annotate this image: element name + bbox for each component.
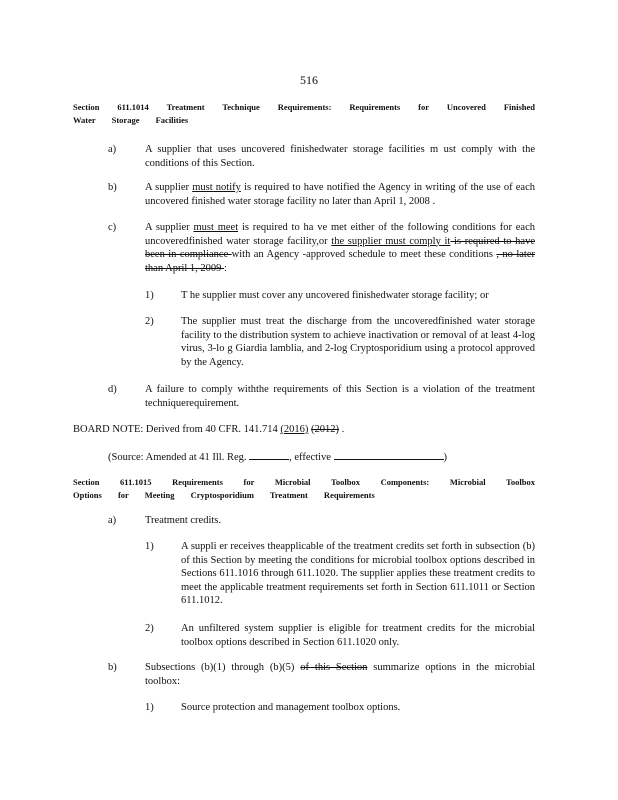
item-c-t2: is required to ha ve met either of the following conditions for each uncoveredfinished water storage facility,or (145, 222, 535, 247)
section-heading-text-2: Section 611.1015 Requirements for Microbial Toolbox Components: Microbial Toolbox Options for Meeting Cryptosporidium Treatment Requirements (73, 477, 535, 500)
source-note (108, 449, 535, 465)
source-note-t3: ) (443, 452, 448, 463)
item-c-t3: with an Agency -approved schedule to meet these conditions (231, 249, 497, 260)
item-label-c1: 1) (145, 290, 154, 301)
item-a-text: A supplier that uses uncovered finishedwater storage facilities m ust comply with the conditions of this Section. (145, 144, 535, 169)
section-heading-611-1014 (73, 101, 535, 127)
item-2a1-text: A suppli er receives theapplicable of the treatment credits set forth in subsection (b) of this Section by meeting the conditions for microbial toolbox options described in Sections 611.1016 through 611.1020. The supplier applies these treatment credits to meet the applicable treatment requirements set forth in Section 611.1011 or Section 611.1012. (181, 541, 535, 606)
source-note-t1: (Source: Amended at 41 Ill. Reg. (108, 452, 250, 463)
item-c-deleted-1: is required to have been in compliance (145, 235, 535, 260)
item-b-text (145, 181, 535, 208)
board-note (73, 423, 535, 437)
item-label-2a2: 2) (145, 623, 154, 634)
board-note-t3: . (339, 424, 345, 435)
item-2a2-text: An unfiltered system supplier is eligible for treatment credits for the microbial toolbox options described in Section 611.1020 only. (181, 623, 535, 648)
item-2b-text (145, 661, 535, 688)
board-note-inserted: (2016) (280, 424, 309, 435)
item-label-a: a) (108, 144, 117, 155)
item-2b1-text: Source protection and management toolbox options. (181, 702, 401, 713)
item-b-t2: is required to have notified the Agency in writing of the use of each uncovered finished water storage facility no later than April 1, 2008 . (145, 182, 535, 207)
item-2b-t2: summarize options in the microbial toolbox: (145, 662, 535, 687)
item-label-2b: b) (108, 662, 117, 673)
item-d-text: A failure to comply withthe requirements of this Section is a violation of the treatment techniquerequirement. (145, 384, 535, 409)
item-label-2a: a) (108, 515, 117, 526)
source-blank-date (334, 449, 444, 460)
item-label-2a1: 1) (145, 541, 154, 552)
item-c-inserted-2: the supplier must comply it (331, 235, 451, 247)
item-label-b: b) (108, 182, 117, 193)
item-c1-text: T he supplier must cover any uncovered finishedwater storage facility; or (181, 290, 489, 301)
item-c-inserted-1: must meet (193, 222, 239, 233)
item-label-c2: 2) (145, 316, 154, 327)
page-number: 516 (300, 73, 318, 87)
item-c-text (145, 221, 535, 275)
source-note-t2: , effective (289, 452, 334, 463)
source-blank-reg (249, 449, 289, 460)
item-c2-text: The supplier must treat the discharge from the uncoveredfinished water storage facility to the distribution system to achieve inactivation or removal of at least 4-log virus, 3-lo g Giardia lamblia, and 2-log Cryptosporidium using a protocol approved by the Agency. (181, 316, 535, 368)
item-label-2b1: 1) (145, 702, 154, 713)
section-heading-text: Section 611.1014 Treatment Technique Requirements: Requirements for Uncovered Finished Water Storage Facilities (73, 102, 535, 125)
item-c-deleted-2: , no later than April 1, 2009 (145, 249, 535, 274)
item-2b-deleted: of this Section (300, 662, 368, 673)
item-b-t1: A supplier (145, 182, 193, 193)
item-c-t1: A supplier (145, 222, 194, 233)
item-c-t4: : (224, 262, 227, 274)
item-b-inserted-text: must notify (192, 182, 241, 193)
item-label-d: d) (108, 384, 117, 395)
section-heading-611-1015 (73, 476, 535, 502)
board-note-t1: BOARD NOTE: Derived from 40 CFR. 141.714 (73, 424, 281, 435)
board-note-deleted: (2012) (311, 424, 339, 435)
item-2b-t1: Subsections (b)(1) through (b)(5) (145, 662, 301, 673)
item-2a-text: Treatment credits. (145, 515, 222, 526)
item-label-c: c) (108, 222, 117, 233)
